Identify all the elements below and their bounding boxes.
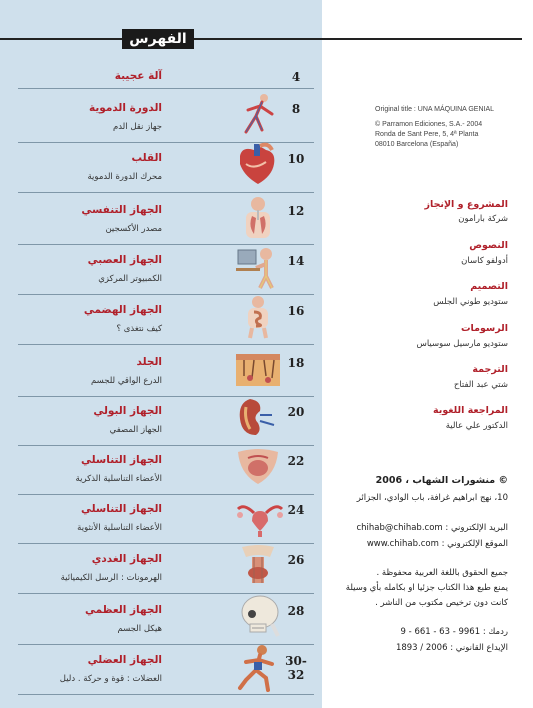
toc-entry-subtitle: الهرمونات : الرسل الكيميائية xyxy=(60,573,162,583)
toc-page-number: 30-32 xyxy=(285,654,307,682)
credit-value-project: شركة بارامون xyxy=(458,214,508,224)
toc-divider xyxy=(18,192,314,193)
toc-entry-subtitle: كيف نتغذى ؟ xyxy=(116,324,162,334)
toc-entry-title: الجهاز العضلي xyxy=(87,654,162,666)
male-reproductive-icon xyxy=(232,444,284,494)
nervous-system-icon xyxy=(232,244,284,294)
toc-entry-title: الجهاز التناسلي xyxy=(81,503,162,515)
credit-heading-review: المراجعة اللغوية xyxy=(433,405,508,416)
toc-entry-title: الدورة الدموية xyxy=(88,102,162,114)
toc-divider xyxy=(18,88,314,89)
skin-icon xyxy=(232,346,284,396)
original-title: Original title : UNA MÁQUINA GENIAL xyxy=(375,106,495,113)
rights-line-1: جميع الحقوق باللغة العربية محفوظة . xyxy=(376,568,508,578)
toc-page-number: 26 xyxy=(287,553,305,567)
toc-page-number: 16 xyxy=(287,304,305,318)
toc-page-number: 10 xyxy=(287,152,305,166)
publisher-website: الموقع الإلكتروني : www.chihab.com xyxy=(366,539,508,549)
toc-page-number: 4 xyxy=(291,70,301,84)
toc-entry-title: الجلد xyxy=(136,356,162,368)
credit-value-review: الدكتور علي عالية xyxy=(445,421,508,431)
toc-page-number: 14 xyxy=(287,254,305,268)
toc-entry-subtitle: العضلات : قوة و حركة . دليل xyxy=(59,674,162,684)
toc-entry-title: آلة عجيبة xyxy=(114,70,162,82)
heart-icon xyxy=(232,142,284,192)
toc-entry-title: الجهاز الغددي xyxy=(91,553,162,565)
toc-entry-title: الجهاز العصبي xyxy=(87,254,162,266)
original-address: Ronda de Sant Pere, 5, 4ª Planta xyxy=(375,131,479,138)
toc-divider xyxy=(18,694,314,695)
legal-deposit: الإيداع القانوني : 2006 / 1893 xyxy=(395,643,508,653)
toc-page-number: 22 xyxy=(287,454,305,468)
credit-heading-illustrations: الرسومات xyxy=(460,323,508,334)
runner-icon xyxy=(232,644,284,698)
toc-page-number: 28 xyxy=(287,604,305,618)
credit-value-design: ستوديو طوني الجلس xyxy=(433,297,508,307)
toc-entry-subtitle: محرك الدورة الدموية xyxy=(87,172,162,182)
toc-page-number: 8 xyxy=(291,102,301,116)
original-city: 08010 Barcelona (España) xyxy=(375,141,459,148)
toc-page-number: 12 xyxy=(287,204,305,218)
credit-heading-translation: الترجمة xyxy=(472,364,508,375)
isbn: ردمك : 9961 - 63 - 661 - 9 xyxy=(400,627,508,637)
toc-entry-subtitle: الأعضاء التناسلية الذكرية xyxy=(75,474,162,484)
credit-value-translation: شتي عبد الفتاح xyxy=(453,380,508,390)
toc-page-number: 24 xyxy=(287,503,305,517)
kidney-icon xyxy=(232,395,284,445)
toc-page-number: 18 xyxy=(287,356,305,370)
credit-heading-design: التصميم xyxy=(470,281,508,292)
credits-column xyxy=(330,0,520,708)
toc-entry-subtitle: هيكل الجسم xyxy=(117,624,162,634)
rights-line-2: يمنع طبع هذا الكتاب جزئيا او بكامله بأي وسيلة xyxy=(345,583,508,593)
original-copyright: © Parramon Ediciones, S.A.- 2004 xyxy=(375,121,483,128)
digestive-icon xyxy=(232,294,284,344)
toc-page-number: 20 xyxy=(287,405,305,419)
toc-entry-title: الجهاز التناسلي xyxy=(81,454,162,466)
toc-entry-subtitle: الأعضاء التناسلية الأنثوية xyxy=(77,523,162,533)
female-reproductive-icon xyxy=(232,493,288,543)
publisher-address: 10، نهج ابراهيم غرافة، باب الوادي، الجزائر xyxy=(356,493,508,503)
toc-entry-title: الجهاز البولي xyxy=(93,405,162,417)
credit-value-illustrations: ستوديو مارسيل سوسياس xyxy=(416,339,508,349)
circulatory-figure-icon xyxy=(232,92,284,142)
respiratory-icon xyxy=(232,194,284,244)
publisher-email: البريد الإلكتروني : chihab@chihab.com xyxy=(356,523,508,533)
toc-title: الفهرس xyxy=(122,29,194,49)
rights-line-3: كانت دون ترخيص مكتوب من الناشر . xyxy=(375,598,508,608)
toc-entry-title: القلب xyxy=(131,152,162,164)
glands-icon xyxy=(232,543,284,593)
credit-heading-texts: النصوص xyxy=(469,240,508,251)
skull-icon xyxy=(232,594,284,644)
credit-heading-project: المشروع و الإنجاز xyxy=(424,199,508,210)
toc-entry-subtitle: الجهاز المصفي xyxy=(109,425,162,435)
credit-value-texts: أدولفو كاسان xyxy=(461,256,508,266)
publisher-copyright: © منشورات الشهاب ، 2006 xyxy=(375,475,508,486)
toc-entry-title: الجهاز الهضمي xyxy=(83,304,162,316)
toc-entry-subtitle: مصدر الأكسجين xyxy=(105,224,162,234)
toc-divider xyxy=(18,344,314,345)
toc-entry-subtitle: الكمبيوتر المركزي xyxy=(98,274,162,284)
toc-entry-title: الجهاز التنفسي xyxy=(81,204,162,216)
toc-entry-subtitle: جهاز نقل الدم xyxy=(112,122,162,132)
toc-entry-title: الجهاز العظمي xyxy=(84,604,162,616)
toc-entry-subtitle: الدرع الواقي للجسم xyxy=(91,376,162,386)
